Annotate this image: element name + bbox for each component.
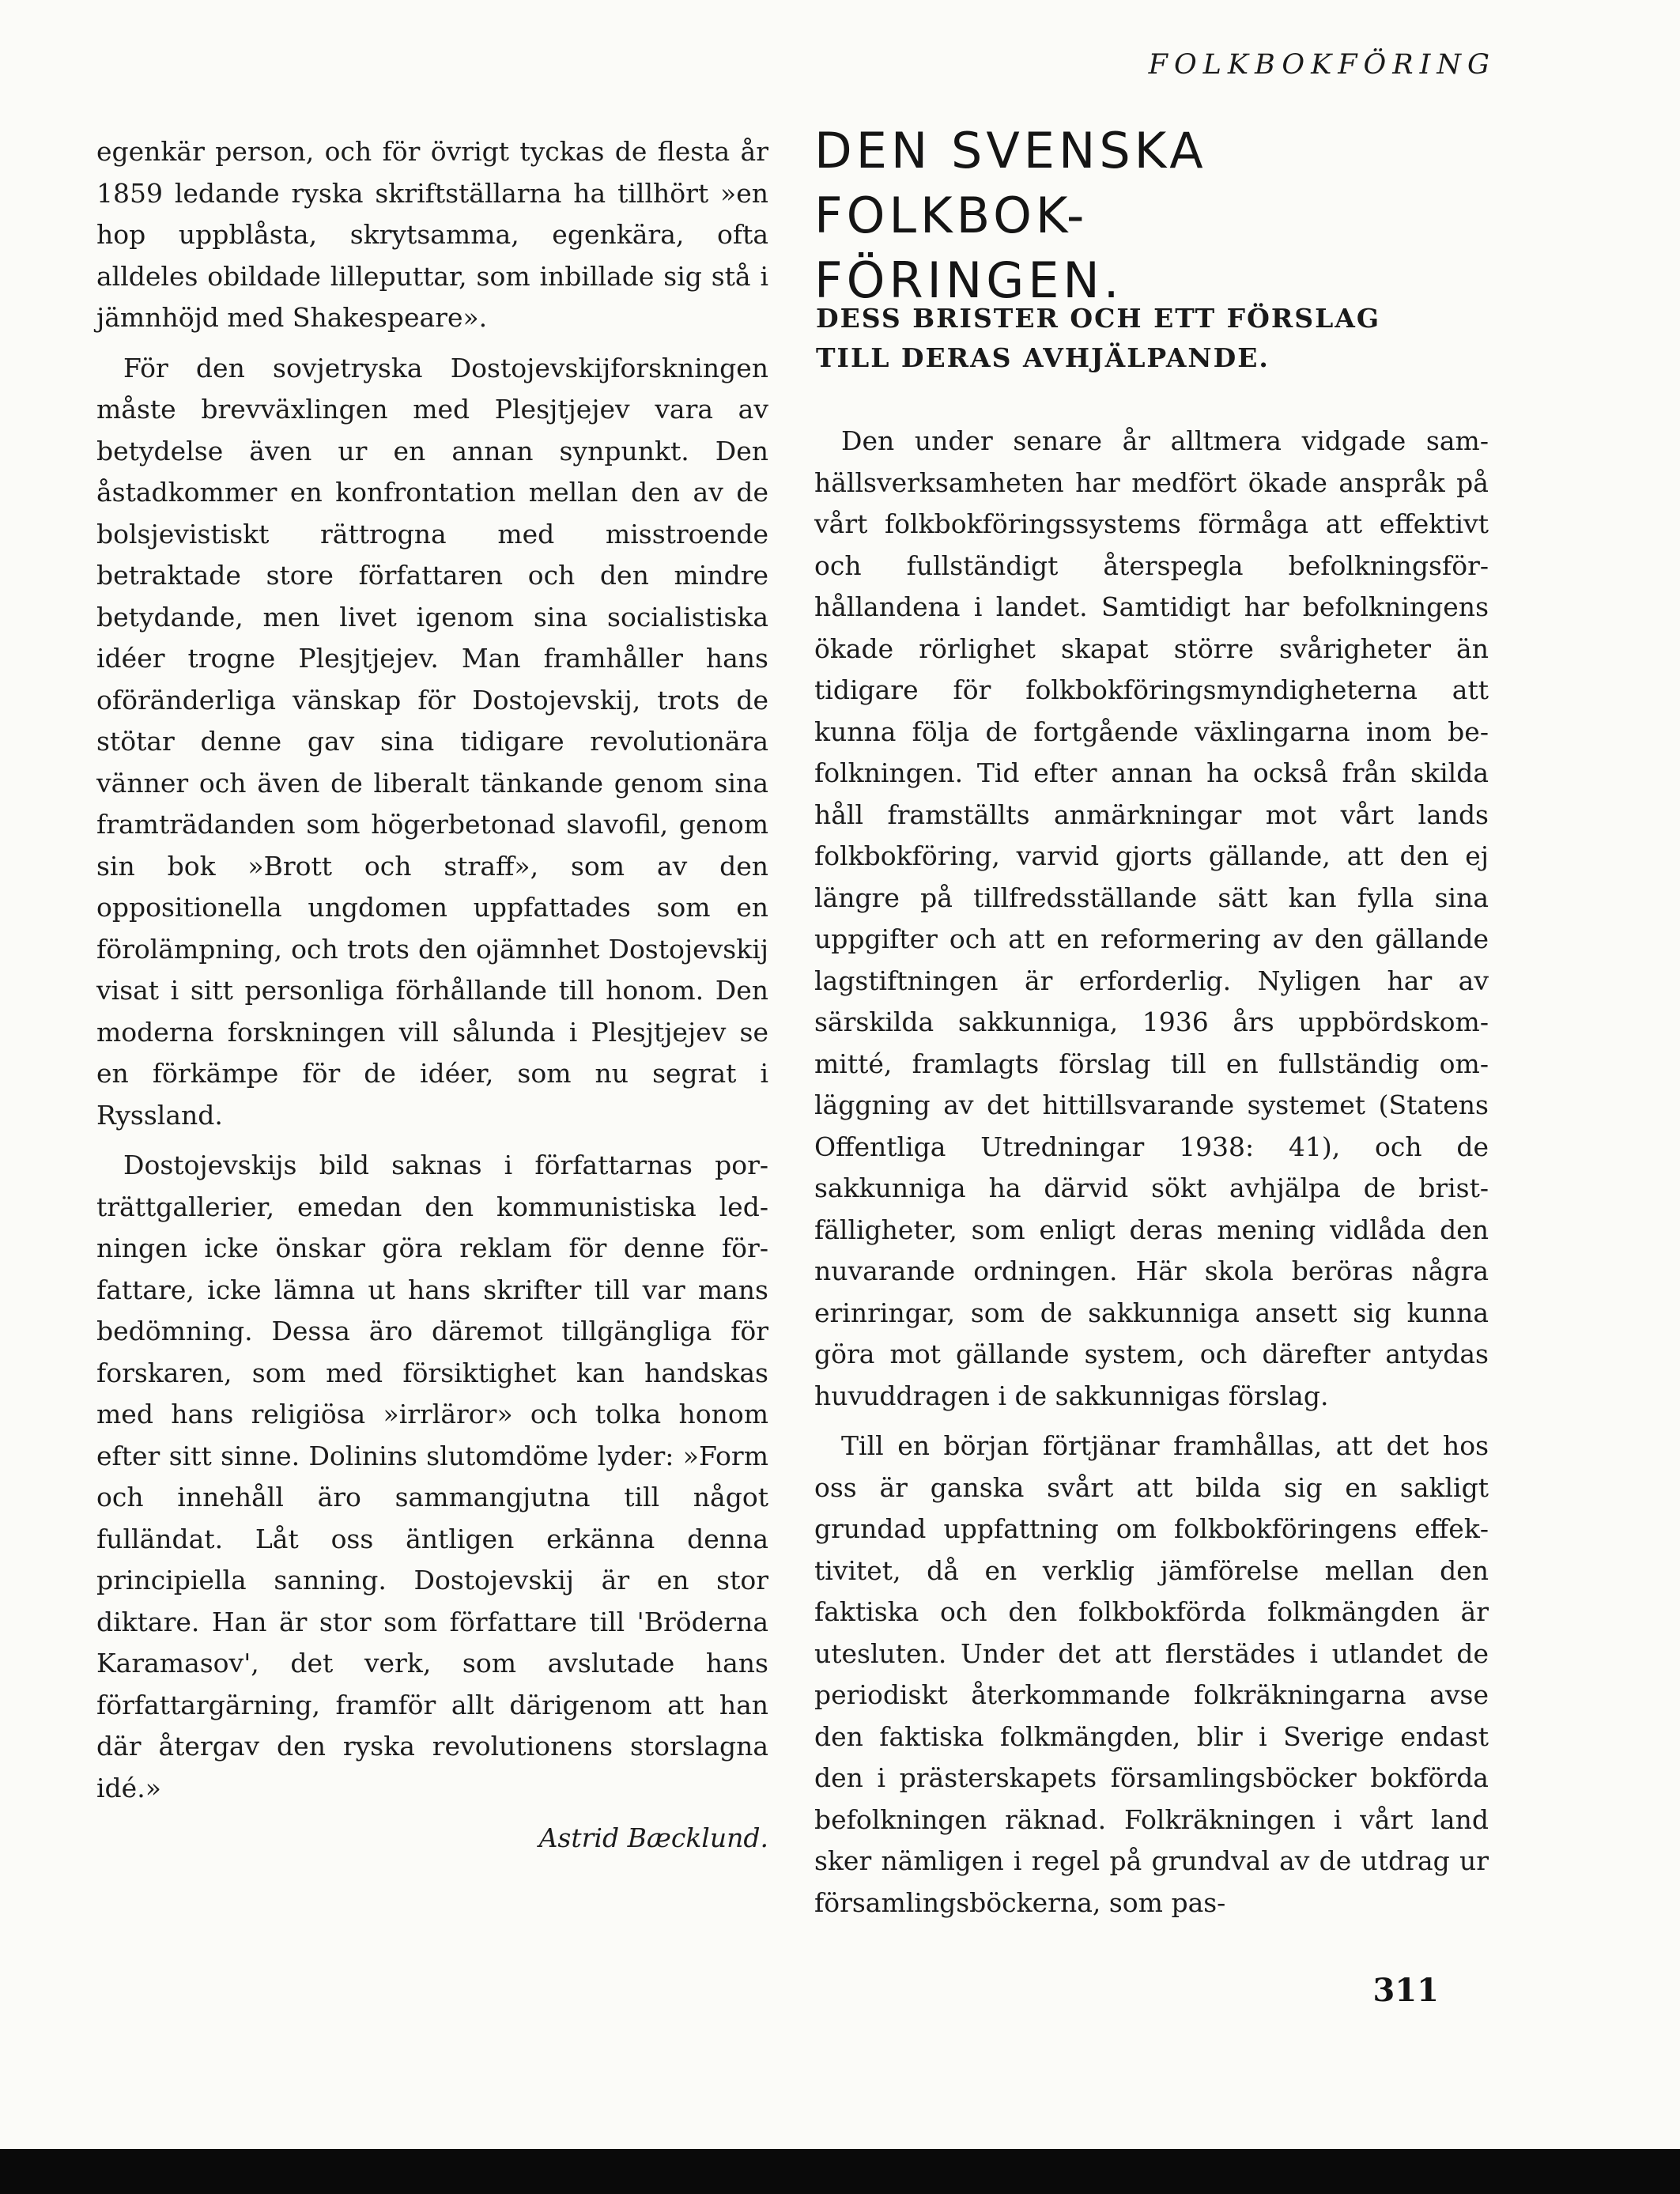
left-paragraph-2: För den sovjetryska Dostojevskijforskningen måste brevväxlingen med Plesjtjejev vara av betydelse även ur en annan synpunkt. Den åstadkommer en konfrontation mellan den av de bolsjevistiskt rättrogna med misstroende betraktade store författaren och den mindre betydande, men livet igenom sina socialistiska idéer trogne Plesjtjejev. Man framhåller hans oföränderliga vänskap för Dostojevskij, trots de stötar denne gav sina tidigare revolutionära vänner och även de liberalt tänkande genom sina framträdanden som högerbetonad slavofil, genom sin bok »Brott och straff», som av den oppositionella ungdomen uppfattades som en förolämpning, och trots den ojämnhet Dostojevskij visat i sitt personliga förhållande till honom. Den moderna forskningen vill sålunda i Plesjtjejev se en förkämpe för de idéer, som nu segrat i Ryssland.: [96, 352, 768, 1131]
article-paragraph-1: Den under senare år alltmera vidgade samhällsverksamheten har medfört ökade anspråk på vårt folkbokföringssystems förmåga att effektivt och fullständigt återspegla befolkningsförhållandena i landet. Samtidigt har befolkningens ökade rörlighet skapat större svårigheter än tidigare för folkbokföringsmyndigheterna att kunna följa de fortgående växlingarna inom befolkningen. Tid efter annan ha också från skilda håll framställts anmärkningar mot vårt lands folkbokföring, varvid gjorts gällande, att den ej längre på tillfredsställande sätt kan fylla sina uppgifter och att en reformering av den gällande lagstiftningen är erforderlig. Nyligen har av särskilda sakkunniga, 1936 års uppbördskommitté, framlagts förslag till en fullständig omläggning av det hittillsvarande systemet (Statens Offentliga Utredningar 1938: 41), och de sakkunniga ha därvid sökt avhjälpa de bristfälligheter, som enligt deras mening vidlåda den nuvarande ordningen. Här skola beröras några erinringar, som de sakkunniga ansett sig kunna göra mot gällande system, och därefter antydas huvuddragen i de sakkunnigas förslag.: [814, 425, 1489, 1411]
article-title-line-1: DEN SVENSKA FOLKBOK-: [814, 122, 1207, 244]
running-head: FOLKBOKFÖRING: [1148, 49, 1496, 81]
author-signature: Astrid Bæcklund.: [538, 1822, 768, 1853]
article-title-line-2: FÖRINGEN.: [814, 251, 1123, 309]
page-number: 311: [1372, 1972, 1439, 2009]
article-subtitle-line-2: TILL DERAS AVHJÄLPANDE.: [816, 342, 1270, 373]
article-subtitle-line-1: DESS BRISTER OCH ETT FÖRSLAG: [816, 303, 1381, 334]
article-title: [814, 119, 1494, 313]
right-column: [814, 421, 1489, 1924]
left-paragraph-1: egenkär person, och för övrigt tyckas de flesta år 1859 ledande ryska skriftställarna ha tillhört »en hop uppblåsta, skrytsamma, egenkära, ofta alldeles obildade lilleputtar, som inbillade sig stå i jämnhöjd med Shakespeare».: [96, 136, 768, 333]
left-paragraph-3: Dostojevskijs bild saknas i författarnas porträttgallerier, emedan den kommunistiska ledningen icke önskar göra reklam för denne författare, icke lämna ut hans skrifter till var mans bedömning. Dessa äro däremot tillgängliga för forskaren, som med försiktighet kan handskas med hans religiösa »irrläror» och tolka honom efter sitt sinne. Dolinins slutomdöme lyder: »Form och innehåll äro sammangjutna till något fulländat. Låt oss äntligen erkänna denna principiella sanning. Dostojevskij är en stor diktare. Han är stor som författare till 'Bröderna Karamasov', det verk, som avslutade hans författargärning, framför allt därigenom att han där återgav den ryska revolutionens storslagna idé.»: [96, 1150, 768, 1803]
scan-bottom-edge: [0, 2149, 1680, 2194]
article-paragraph-2: Till en början förtjänar framhållas, att det hos oss är ganska svårt att bilda sig en sakligt grundad uppfattning om folkbokföringens effektivitet, då en verklig jämförelse mellan den faktiska och den folkbokförda folkmängden är utesluten. Under det att flerstädes i utlandet de periodiskt återkommande folkräkningarna avse den faktiska folkmängden, blir i Sverige endast den i prästerskapets församlingsböcker bokförda befolkningen räknad. Folkräkningen i vårt land sker nämligen i regel på grundval av de utdrag ur församlingsböckerna, som pas-: [814, 1430, 1489, 1918]
left-column: [96, 131, 768, 1860]
article-subtitle: [816, 299, 1496, 378]
